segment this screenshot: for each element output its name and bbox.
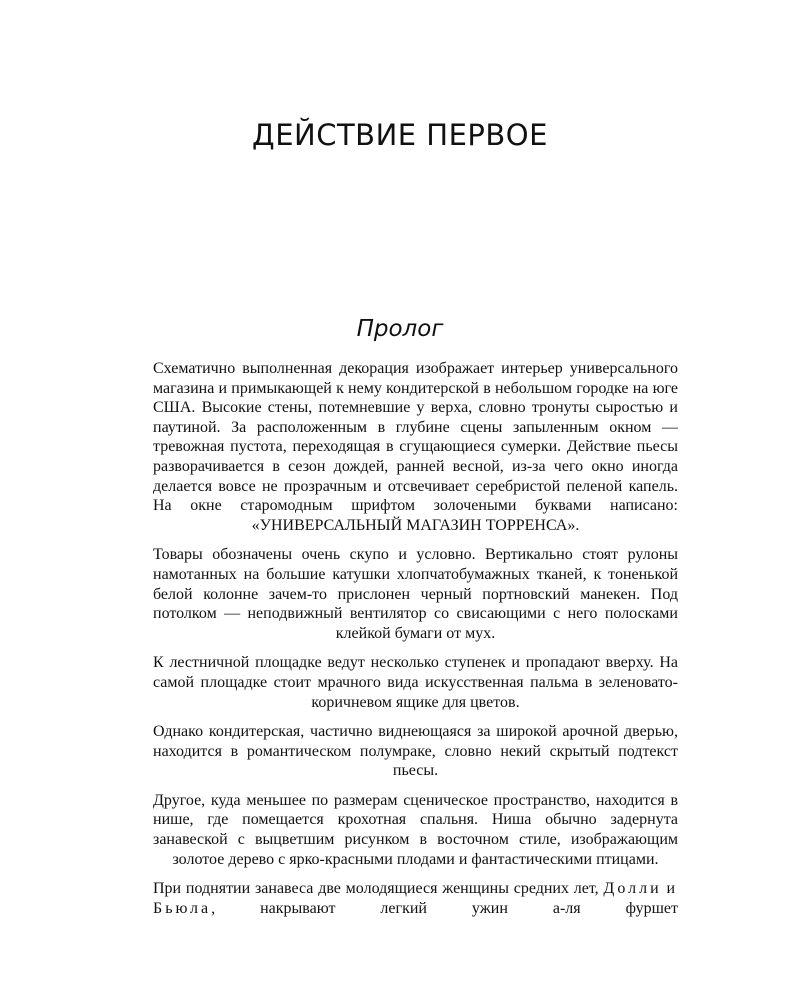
paragraph-staircase: К лестничной площадке ведут несколько ступенек и пропадают вверху. На самой площадке стоит мрачного вида искусственная пальма в зеленовато-коричневом ящике для цветов. (153, 654, 678, 711)
act-title: ДЕЙСТВИЕ ПЕРВОЕ (252, 118, 548, 152)
paragraph-bedroom-niche: Другое, куда меньшее по размерам сценическое пространство, находится в нише, где помещается крохотная спальня. Ниша обычно задернута занавеской с выцветшим рисунком в восточном стиле, изображающим золотое дерево с ярко-красными плодами и фантастическими птицами. (153, 791, 678, 868)
stage-directions (153, 359, 678, 928)
character-name-beulah: Бьюла (153, 899, 212, 917)
paragraph-curtain-rise (153, 879, 678, 918)
paragraph-goods: Товары обозначены очень скупо и условно. Вертикально стоят рулоны намотанных на большие катушки хлопчатобумажных тканей, к тоненькой белой колонне зачем-то прислонен черный портновский манекен. Под потолком — неподвижный вентилятор со свисающими с него полосками клейкой бумаги от мух. (153, 546, 678, 642)
paragraph-confectionery: Однако кондитерская, частично виднеющаяся за широкой арочной дверью, находится в романтическом полумраке, словно некий скрытый подтекст пьесы. (153, 723, 678, 780)
section-title: Пролог (356, 316, 444, 342)
paragraph-text-end: , накрывают легкий ужин а-ля фуршет (211, 899, 678, 917)
conjunction: и (666, 880, 678, 898)
character-name-dolly: Долли (603, 880, 662, 898)
paragraph-setting: Схематично выполненная декорация изображает интерьер универсального магазина и примыкающей к нему кондитерской в небольшом городке на юге США. Высокие стены, потемневшие у верха, словно тронуты сыростью и паутиной. За расположенным в глубине сцены запыленным окном — тревожная пустота, переходящая в сгущающиеся сумерки. Действие пьесы разворачивается в сезон дождей, ранней весной, из-за чего окно иногда делается вовсе не прозрачным и отсвечивает серебристой пеленой капель. На окне старомодным шрифтом золочеными буквами написано: «УНИВЕРСАЛЬНЫЙ МАГАЗИН ТОРРЕНСА». (153, 360, 678, 534)
paragraph-text-start: При поднятии занавеса две молодящиеся женщины средних лет, (153, 880, 599, 898)
